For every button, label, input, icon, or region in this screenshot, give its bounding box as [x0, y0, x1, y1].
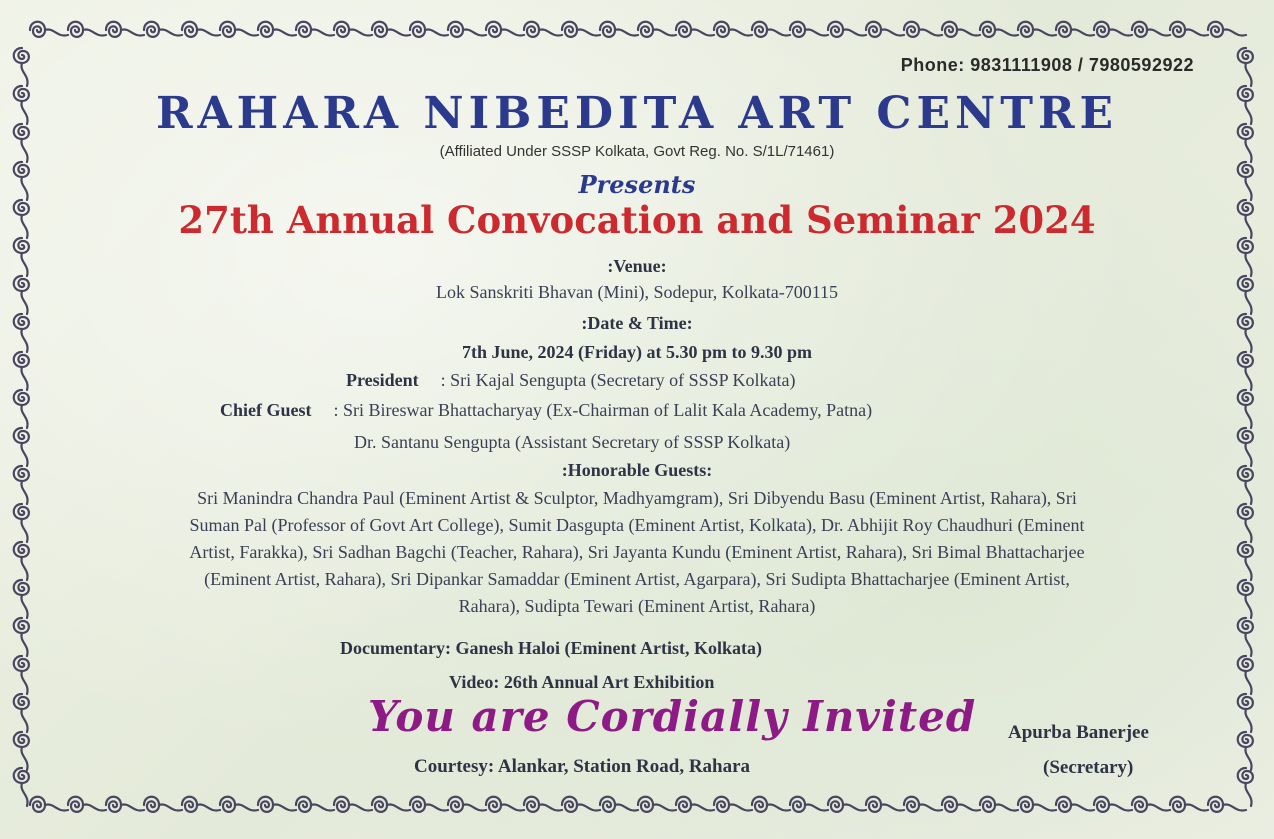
bottom-border — [30, 797, 1246, 812]
courtesy: Courtesy: Alankar, Station Road, Rahara — [414, 756, 751, 777]
guest-line: Sri Manindra Chandra Paul (Eminent Artist & Sculptor, Madhyamgram), Sri Dibyendu Basu (Eminent Artist, Rahara), Sri — [197, 488, 1077, 508]
date-time-value: 7th June, 2024 (Friday) at 5.30 pm to 9.30 pm — [462, 342, 812, 362]
chief-guest-label: Chief Guest — [220, 400, 312, 420]
cordial-invitation: You are Cordially Invited — [368, 692, 977, 741]
affiliation: (Affiliated Under SSSP Kolkata, Govt Reg. No. S/1L/71461) — [439, 143, 835, 160]
honorable-guests-label: :Honorable Guests: — [561, 460, 713, 480]
date-time-label: :Date & Time: — [581, 313, 693, 333]
president-value: : Sri Kajal Sengupta (Secretary of SSSP Kolkata) — [440, 370, 796, 390]
video: Video: 26th Annual Art Exhibition — [449, 672, 715, 692]
top-border — [30, 22, 1246, 37]
event-title: 27th Annual Convocation and Seminar 2024 — [178, 198, 1096, 242]
org-name: RAHARA NIBEDITA ART CENTRE — [155, 88, 1119, 139]
guest-line: Suman Pal (Professor of Govt Art College), Sumit Dasgupta (Eminent Artist, Kolkata), Dr. Abhijit Roy Chaudhuri (Eminent — [189, 515, 1085, 535]
president-row — [346, 370, 795, 391]
chief-guest-value-2: Dr. Santanu Sengupta (Assistant Secretary of SSSP Kolkata) — [354, 432, 791, 452]
phone-numbers: Phone: 9831111908 / 7980592922 — [900, 55, 1194, 75]
president-label: President — [346, 370, 419, 390]
chief-guest-value: : Sri Bireswar Bhattacharyay (Ex-Chairman of Lalit Kala Academy, Patna) — [333, 400, 873, 420]
chief-guest-row — [220, 400, 872, 421]
documentary: Documentary: Ganesh Haloi (Eminent Artist, Kolkata) — [340, 638, 762, 658]
guest-line: Artist, Farakka), Sri Sadhan Bagchi (Teacher, Rahara), Sri Jayanta Kundu (Eminent Artist, Rahara), Sri Bimal Bhattacharjee — [189, 542, 1085, 562]
guest-line: Rahara), Sudipta Tewari (Eminent Artist, Rahara) — [458, 596, 816, 616]
signatory-title: (Secretary) — [1043, 757, 1134, 778]
left-border — [14, 48, 29, 806]
venue-value: Lok Sanskriti Bhavan (Mini), Sodepur, Kolkata-700115 — [435, 282, 839, 302]
signatory-name: Apurba Banerjee — [1008, 722, 1149, 743]
presents-label: Presents — [578, 170, 696, 199]
right-border — [1238, 48, 1253, 806]
guest-line: (Eminent Artist, Rahara), Sri Dipankar Samaddar (Eminent Artist, Agarpara), Sri Sudipta Bhattacharjee (Eminent Artist, — [204, 569, 1070, 589]
honorable-guests-list — [62, 485, 1212, 620]
venue-label: :Venue: — [607, 256, 667, 276]
